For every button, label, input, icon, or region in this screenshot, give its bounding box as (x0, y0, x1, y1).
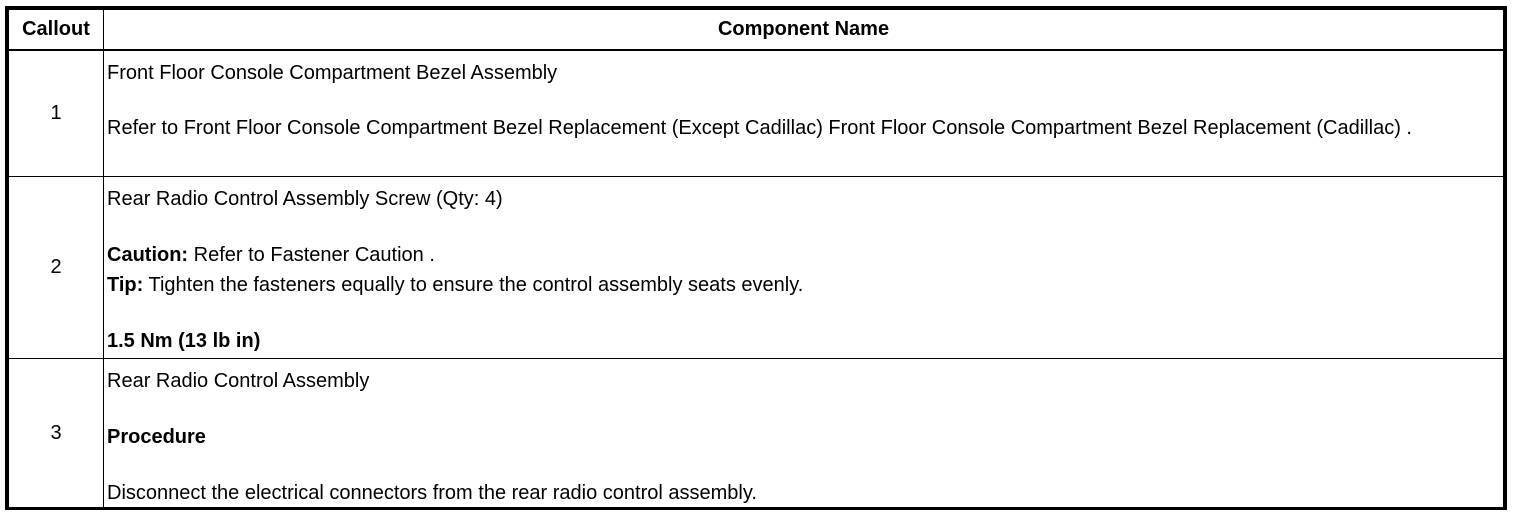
component-cell (104, 358, 1504, 508)
component-name: Rear Radio Control Assembly Screw (Qty: 4) (107, 187, 503, 210)
tip-label: Tip: (107, 273, 144, 296)
caution-text: Refer to Fastener Caution . (188, 243, 435, 266)
table-row (9, 176, 1504, 358)
component-cell (104, 176, 1504, 358)
callout-number: 2 (9, 176, 104, 358)
component-table-frame (5, 6, 1507, 510)
tip-text: Tighten the fasteners equally to ensure the control assembly seats evenly. (143, 273, 804, 296)
table-row (9, 358, 1504, 508)
component-cell (104, 50, 1504, 176)
header-component-name: Component Name (104, 10, 1504, 51)
table-header-row (9, 10, 1504, 51)
component-name: Rear Radio Control Assembly (107, 369, 370, 392)
caution-line (107, 240, 1497, 270)
callout-number: 3 (9, 358, 104, 508)
callout-number: 1 (9, 50, 104, 176)
caution-label: Caution: (107, 243, 189, 266)
refer-text: Refer to Front Floor Console Compartment Bezel Replacement (Except Cadillac) Front Floor Console Compartment Bezel Replacement (Cadillac) . (107, 117, 1412, 139)
tip-line (107, 270, 1497, 300)
procedure-text: Disconnect the electrical connectors from the rear radio control assembly. (107, 481, 757, 504)
component-name: Front Floor Console Compartment Bezel Assembly (107, 62, 558, 84)
table-row (9, 50, 1504, 176)
torque-spec: 1.5 Nm (13 lb in) (107, 329, 261, 352)
header-callout: Callout (9, 10, 104, 51)
component-table (8, 9, 1504, 509)
procedure-heading: Procedure (107, 425, 206, 448)
